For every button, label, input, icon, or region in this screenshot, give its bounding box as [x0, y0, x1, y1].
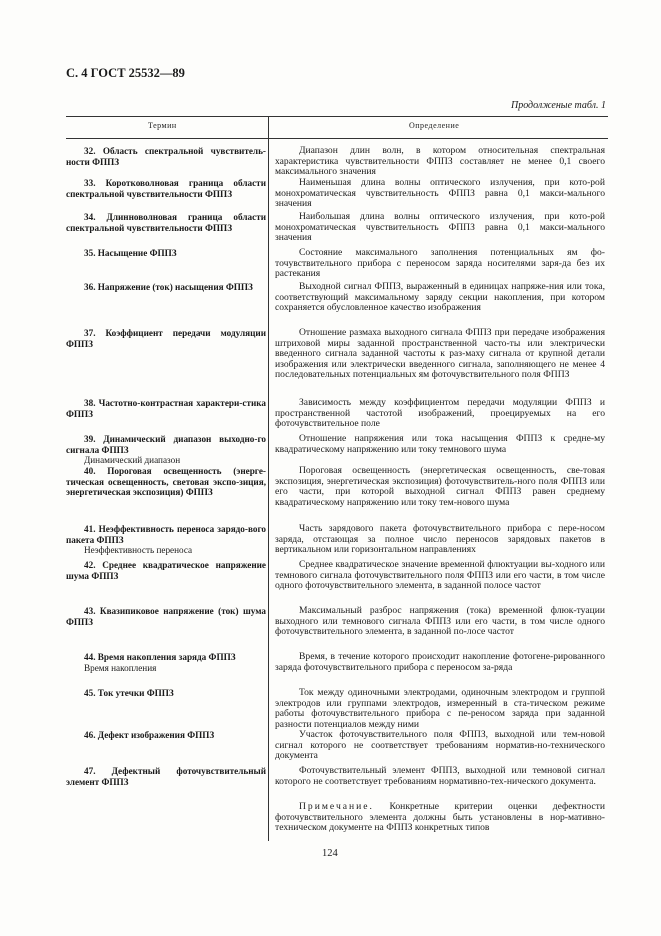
- table-note: [275, 802, 605, 834]
- term-short-form: Время накопления: [84, 662, 157, 673]
- page-header: С. 4 ГОСТ 25532—89: [66, 66, 185, 80]
- definition-cell: Среднее квадратическое значение временной флюктуации вы-ходного или темнового сигнала фоточувствительного поля ФППЗ или его части, в том числе одного фоточувствительного элемента, в заданной полосе частот: [275, 559, 605, 592]
- term-number: 33.: [84, 178, 96, 188]
- term-text: [66, 146, 266, 167]
- term-label: Напряжение (ток) насыщения ФППЗ: [95, 282, 253, 292]
- term-cell: [66, 466, 266, 498]
- term-label: Среднее квадратическое напряжение шума ФППЗ: [66, 560, 266, 581]
- term-number: 38.: [84, 398, 96, 408]
- term-cell: [66, 560, 266, 581]
- term-label: Время накопления заряда ФППЗ: [95, 652, 236, 662]
- table-header-rule: [66, 138, 608, 139]
- term-cell: [66, 730, 266, 741]
- term-cell: [66, 146, 266, 167]
- term-number: 34.: [84, 212, 96, 222]
- term-label: Неэффективность переноса зарядо-вого пакета ФППЗ: [66, 524, 266, 545]
- term-cell: [66, 524, 266, 556]
- term-text: [66, 688, 266, 699]
- table-top-rule: [66, 116, 608, 117]
- definition-cell: Наибольшая длина волны оптического излучения, при кото-рой монохроматическая чувствительность ФППЗ равна 0,1 макси-мального значения: [275, 211, 605, 244]
- definition-cell: Отношение напряжения или тока насыщения ФППЗ к средне-му квадратическому напряжению или току темнового шума: [275, 433, 605, 455]
- term-cell: [66, 688, 266, 699]
- term-number: 32.: [84, 146, 96, 156]
- term-label: Коэффициент передачи модуляции ФППЗ: [66, 328, 266, 349]
- definition-cell: Выходной сигнал ФППЗ, выраженный в единицах напряже-ния или тока, соответствующий максимальному заряду секции накопления, при котором сохраняется обусловленное качество изображения: [275, 281, 605, 314]
- term-text: [66, 766, 266, 787]
- term-label: Дефектный фоточувствительный элемент ФППЗ: [66, 766, 266, 787]
- term-number: 37.: [84, 328, 96, 338]
- term-text: [66, 560, 266, 581]
- term-label: Насыщение ФППЗ: [95, 248, 177, 258]
- term-text: [66, 434, 266, 455]
- term-cell: [66, 434, 266, 466]
- column-header-term: Термин: [148, 121, 177, 130]
- term-label: Пороговая освещенность (энерге-тическая освещенность, световая экспо-зиция, энергетическая экспозиция) ФППЗ: [66, 466, 266, 498]
- term-label: Дефект изображения ФППЗ: [95, 730, 215, 740]
- term-cell: [66, 328, 266, 349]
- term-text: [66, 398, 266, 419]
- term-cell: [66, 652, 266, 673]
- definition-cell: Время, в течение которого происходит накопление фотогене-рированного заряда фоточувствительного прибора с переносом за-ряда: [275, 651, 605, 673]
- note-label: Примечание.: [299, 801, 374, 812]
- term-number: 35.: [84, 248, 96, 258]
- term-cell: [66, 606, 266, 627]
- definition-cell: Пороговая освещенность (энергетическая освещенность, све-товая экспозиция, энергетическая экспозиция) фоточувствитель-ного поля ФППЗ или его части, при которой выходной сигнал ФППЗ равен среднему квадратическому напряжению или току тем-нового шума: [275, 465, 605, 508]
- term-number: 42.: [84, 560, 96, 570]
- term-number: 41.: [84, 524, 96, 534]
- term-text: [66, 212, 266, 233]
- definition-cell: Состояние максимального заполнения потенциальных ям фо-точувствительного прибора с переносом заряда носителями заря-да без их растекания: [275, 247, 605, 280]
- term-label: Квазипиковое напряжение (ток) шума ФППЗ: [66, 606, 266, 627]
- term-label: Длинноволновая граница области спектральной чувствительности ФППЗ: [66, 212, 266, 233]
- term-short-form: Динамический диапазон: [84, 455, 181, 466]
- term-text: [66, 282, 266, 293]
- definition-cell: Часть зарядового пакета фоточувствительного прибора с пере-носом заряда, отстающая за полное число переносов зарядовых пакетов в вертикальном или горизонтальном направлениях: [275, 523, 605, 556]
- term-number: 46.: [84, 730, 96, 740]
- definition-cell: Диапазон длин волн, в котором относительная спектральная характеристика чувствительности ФППЗ составляет не менее 0,1 своего максимального значения: [275, 145, 605, 178]
- column-header-definition: Определение: [409, 121, 460, 130]
- term-label: Ток утечки ФППЗ: [95, 688, 174, 698]
- term-label: Частотно-контрастная характери-стика ФППЗ: [66, 398, 266, 419]
- term-text: [66, 328, 266, 349]
- definition-cell: Участок фоточувствительного поля ФППЗ, выходной или тем-новой сигнал которого не соответствует требованиям норматив-но-технического документа: [275, 729, 605, 762]
- term-cell: [66, 248, 266, 259]
- term-number: 47.: [84, 766, 96, 776]
- definition-cell: Максимальный разброс напряжения (тока) временной флюк-туации выходного или темнового сигнала ФППЗ или его части, в том числе одного фоточувствительного элемента, в заданной по-лосе частот: [275, 605, 605, 638]
- term-label: Коротковолновая граница области спектральной чувствительности ФППЗ: [66, 178, 266, 199]
- term-text: [66, 466, 266, 498]
- term-number: 43.: [84, 606, 96, 616]
- page-number: 124: [322, 848, 338, 859]
- term-text: [66, 606, 266, 627]
- term-number: 40.: [84, 466, 96, 476]
- definition-cell: Фоточувствительный элемент ФППЗ, выходной или темновой сигнал которого не соответствует требованиям нормативно-тех-нического документа.: [275, 765, 605, 787]
- term-cell: [66, 212, 266, 233]
- terms-table: [66, 116, 608, 841]
- term-number: 45.: [84, 688, 96, 698]
- term-text: [66, 178, 266, 199]
- note-text: Конкретные критерии оценки дефектности фоточувствительного элемента должны быть установлены в нор-мативно-техническом документе на ФППЗ конкретных типов: [275, 801, 605, 834]
- term-cell: [66, 766, 266, 787]
- term-number: 44.: [84, 652, 96, 662]
- term-number: 39.: [84, 434, 96, 444]
- term-cell: [66, 178, 266, 199]
- term-label: Динамический диапазон выходно-го сигнала ФППЗ: [66, 434, 266, 455]
- definition-cell: Отношение размаха выходного сигнала ФППЗ при передаче изображения штриховой миры заданной пространственной часто-ты или электрически введенного сигнала заданной частоты к раз-маху сигнала от крупной детали изображения или электрически введенного сигнала, заполняющего не менее 4 последовательных потенциальных ям фоточувствительного поля ФППЗ: [275, 327, 605, 381]
- definition-cell: Ток между одиночными электродами, одиночным электродом и группой электродов или группами электродов, измеренный в ста-тическом режиме работы фоточувствительного прибора с пе-реносом заряда при заданной разности потенциалов между ними: [275, 687, 605, 730]
- term-text: [66, 524, 266, 545]
- term-cell: [66, 398, 266, 419]
- table-column-divider: [268, 116, 269, 841]
- term-text: [66, 730, 266, 741]
- definition-cell: Зависимость между коэффициентом передачи модуляции ФППЗ и пространственной частотой изображений, проецируемых на его фоточувствительное поле: [275, 397, 605, 430]
- term-number: 36.: [84, 282, 96, 292]
- definition-cell: Наименьшая длина волны оптического излучения, при кото-рой монохроматическая чувствительность ФППЗ равна 0,1 макси-мального значения: [275, 177, 605, 210]
- table-continuation-label: Продолженые табл. 1: [510, 100, 606, 111]
- term-text: [66, 248, 266, 259]
- term-text: [66, 652, 266, 663]
- term-label: Область спектральной чувствитель-ности ФППЗ: [66, 146, 266, 167]
- term-cell: [66, 282, 266, 293]
- term-short-form: Неэффективность переноса: [84, 545, 193, 556]
